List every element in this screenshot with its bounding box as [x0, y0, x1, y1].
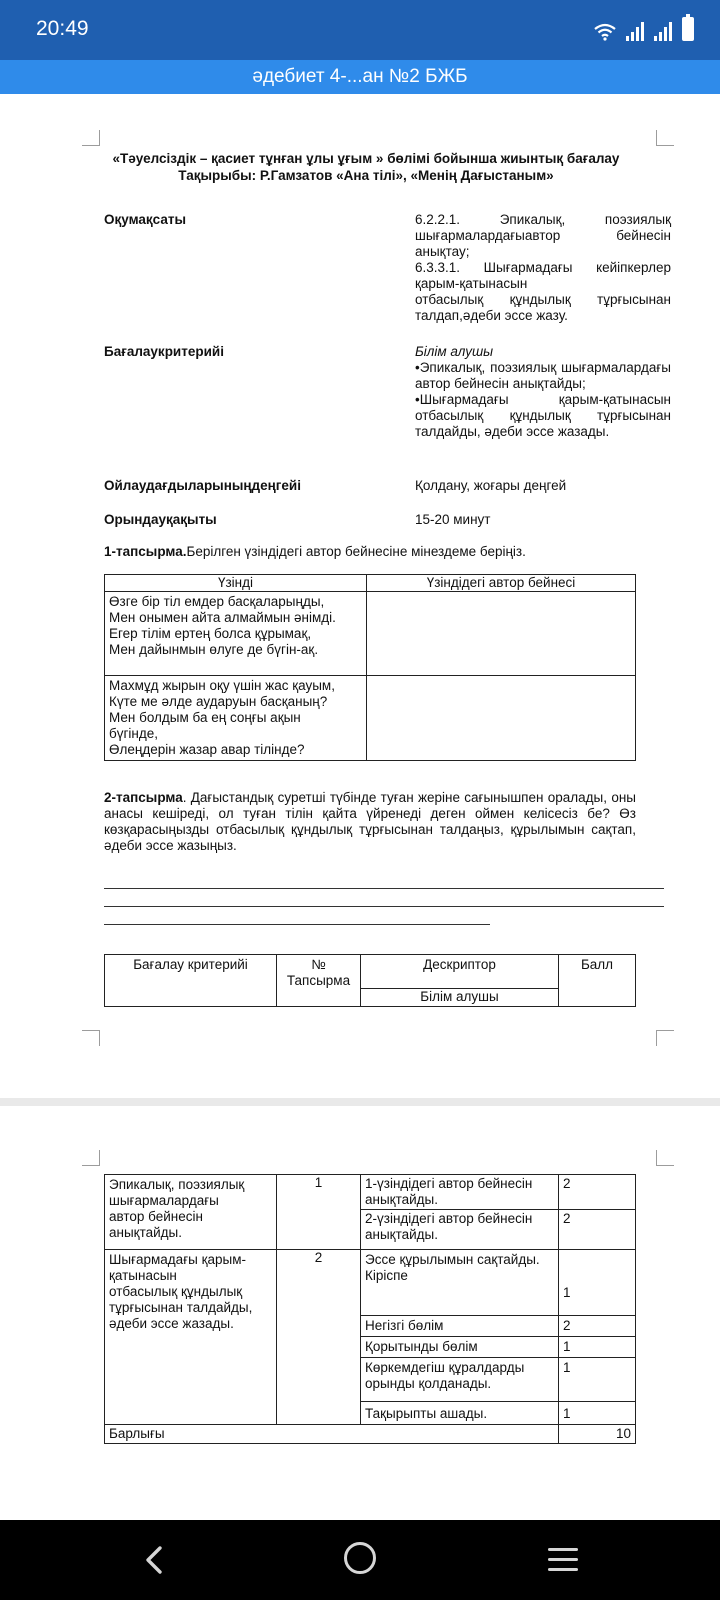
criterion-line: қатынасын — [109, 1268, 177, 1283]
status-bar — [0, 0, 720, 60]
goal-value-line: отбасылық құндылық тұрғысынан талдап,әдеби эссе жазу. — [415, 292, 671, 323]
goal-label: Оқумақсаты — [104, 212, 186, 227]
rubric-descriptor: 2-үзіндідегі автор бейнесін анықтайды. — [361, 1210, 559, 1250]
heading-line-1: «Тәуелсіздік – қасиет тұнған ұлы ұғым » бөлімі бойынша жиынтық бағалау — [112, 151, 620, 166]
document-title-bar — [0, 60, 720, 94]
excerpt-line: Мен болдым ба ең соңғы ақын — [109, 710, 301, 725]
excerpt-line: Мен дайынмын өлуге де бүгін-ақ. — [109, 642, 319, 657]
rubric-header-table — [104, 954, 636, 1007]
rubric-score: 2 — [559, 1210, 636, 1250]
time-value: 15-20 минут — [415, 512, 491, 527]
task1-text: Берілген үзіндідегі автор бейнесіне мінездеме беріңіз. — [186, 544, 526, 559]
task1-col-author: Үзіндідегі автор бейнесі — [367, 575, 636, 592]
page-corner-mark — [82, 1030, 100, 1046]
goal-value — [415, 212, 671, 324]
page-corner-mark — [656, 1030, 674, 1046]
task2-text: . Дағыстандық суретші түбінде туған жеріне сағынышпен оралады, оны анасы кешіреді, ол туған тілін қайта үйренеді деген оймен келісесіз бе? Өз көзқарасыңызды отбасылық құндылық тұрғысынан талдаңыз, құрылымын сақтап, әдеби эссе жазыңыз. — [104, 790, 636, 853]
criteria-item: •Эпикалық, поэзиялық шығармалардағы автор бейнесін анықтайды; — [415, 360, 671, 391]
excerpt-line: Өлеңдерін жазар авар тілінде? — [109, 742, 305, 757]
recent-apps-icon[interactable] — [548, 1548, 578, 1578]
status-time: 20:49 — [36, 17, 89, 40]
rubric-descriptor: 1-үзіндідегі автор бейнесін анықтайды. — [361, 1175, 559, 1210]
back-icon[interactable] — [138, 1542, 174, 1578]
goal-value-line: 6.2.2.1. Эпикалық, поэзиялық шығармалардағыавтор бейнесін анықтау; — [415, 212, 671, 259]
time-label: Орындауқақыты — [104, 512, 217, 527]
criterion-line: анықтайды. — [109, 1225, 182, 1240]
page-corner-mark — [82, 1150, 100, 1166]
rubric-criterion-1 — [105, 1175, 277, 1250]
document-page-2[interactable] — [0, 1106, 720, 1520]
criteria-value — [415, 344, 671, 440]
wifi-icon — [594, 23, 616, 41]
excerpt-line: Күте ме әлде аударуын басқаның? — [109, 694, 328, 709]
rubric-descriptor — [361, 1250, 559, 1316]
rubric-score: 1 — [559, 1402, 636, 1425]
home-icon[interactable] — [344, 1542, 376, 1574]
document-title: әдебиет 4-...ан №2 БЖБ — [252, 66, 468, 87]
goal-value-line: 6.3.3.1. Шығармадағы кейіпкерлер қарым-қатынасын — [415, 260, 671, 291]
excerpt-line: Мен онымен айта алмаймын әнімді. — [109, 610, 336, 625]
task1-col-excerpt: Үзінді — [105, 575, 367, 592]
signal-icon — [626, 21, 644, 41]
rubric-descriptor: Көркемдегіш құралдарды орынды қолданады. — [361, 1358, 559, 1402]
criterion-line: әдеби эссе жазады. — [109, 1316, 234, 1331]
task1-instruction — [104, 544, 636, 560]
rubric-col-task — [277, 955, 361, 1007]
status-icons — [594, 15, 694, 41]
criteria-label: Бағалаукритерийі — [104, 344, 224, 359]
rubric-col-task-label: Тапсырма — [286, 973, 351, 988]
document-heading — [96, 150, 636, 184]
answer-line — [104, 888, 664, 889]
rubric-criterion-2 — [105, 1250, 277, 1425]
task1-excerpt-cell — [105, 676, 367, 761]
page-separator — [0, 1098, 720, 1106]
page-corner-mark — [656, 1150, 674, 1166]
rubric-table — [104, 1174, 636, 1444]
task1-answer-cell[interactable] — [367, 676, 636, 761]
rubric-descriptor: Тақырыпты ашады. — [361, 1402, 559, 1425]
rubric-score: 1 — [559, 1358, 636, 1402]
answer-line — [104, 924, 490, 925]
excerpt-line: Өзге бір тіл емдер басқаларыңды, — [109, 594, 325, 609]
criteria-item: •Шығармадағы қарым-қатынасын отбасылық құндылық тұрғысынан талдайды, әдеби эссе жазады. — [415, 392, 671, 439]
task1-label: 1-тапсырма. — [104, 544, 187, 559]
rubric-task-no-2: 2 — [277, 1250, 361, 1425]
task1-excerpt-cell — [105, 592, 367, 676]
thinking-value: Қолдану, жоғары деңгей — [415, 478, 567, 493]
answer-line — [104, 906, 664, 907]
criterion-line: Эпикалық, поэзиялық — [109, 1177, 245, 1192]
rubric-col-learner: Білім алушы — [361, 989, 559, 1007]
excerpt-line: Махмұд жырын оқу үшін жас қауым, — [109, 678, 335, 693]
rubric-descriptor: Негізгі бөлім — [361, 1316, 559, 1337]
system-navigation-bar — [0, 1520, 720, 1600]
rubric-descriptor: Қорытынды бөлім — [361, 1337, 559, 1358]
criterion-line: автор бейнесін — [109, 1209, 203, 1224]
criterion-line: отбасылық құндылық — [109, 1284, 243, 1299]
rubric-total-label: Барлығы — [105, 1425, 559, 1444]
descriptor-line: Кіріспе — [365, 1268, 408, 1283]
task2-label: 2-тапсырма — [104, 790, 183, 805]
rubric-col-criteria: Бағалау критерийі — [105, 955, 277, 1007]
thinking-label: Ойлаудағдыларыныңдеңгейі — [104, 478, 301, 493]
excerpt-line: бүгінде, — [109, 726, 158, 741]
rubric-task-no-1: 1 — [277, 1175, 361, 1250]
page-corner-mark — [656, 130, 674, 146]
task1-table — [104, 574, 636, 761]
rubric-score: 1 — [559, 1337, 636, 1358]
rubric-col-descriptor: Дескриптор — [361, 955, 559, 989]
rubric-score: 2 — [559, 1175, 636, 1210]
page-corner-mark — [82, 130, 100, 146]
document-page-1[interactable] — [0, 94, 720, 1098]
descriptor-line: Эссе құрылымын сақтайды. — [365, 1252, 540, 1267]
criterion-line: Шығармадағы қарым- — [109, 1252, 246, 1267]
rubric-col-score: Балл — [559, 955, 636, 1007]
rubric-score: 1 — [559, 1250, 636, 1316]
task1-answer-cell[interactable] — [367, 592, 636, 676]
signal-icon-2 — [654, 21, 672, 41]
criteria-learner: Білім алушы — [415, 344, 494, 359]
excerpt-line: Егер тілім ертең болса құрымақ, — [109, 626, 312, 641]
rubric-score: 2 — [559, 1316, 636, 1337]
battery-icon — [682, 17, 694, 41]
task2-instruction — [104, 790, 636, 854]
heading-line-2: Тақырыбы: Р.Гамзатов «Ана тілі», «Менің Дағыстаным» — [178, 168, 554, 183]
criterion-line: тұрғысынан талдайды, — [109, 1300, 253, 1315]
rubric-total-value: 10 — [559, 1425, 636, 1444]
rubric-col-no: № — [311, 957, 326, 972]
criterion-line: шығармалардағы — [109, 1193, 219, 1208]
